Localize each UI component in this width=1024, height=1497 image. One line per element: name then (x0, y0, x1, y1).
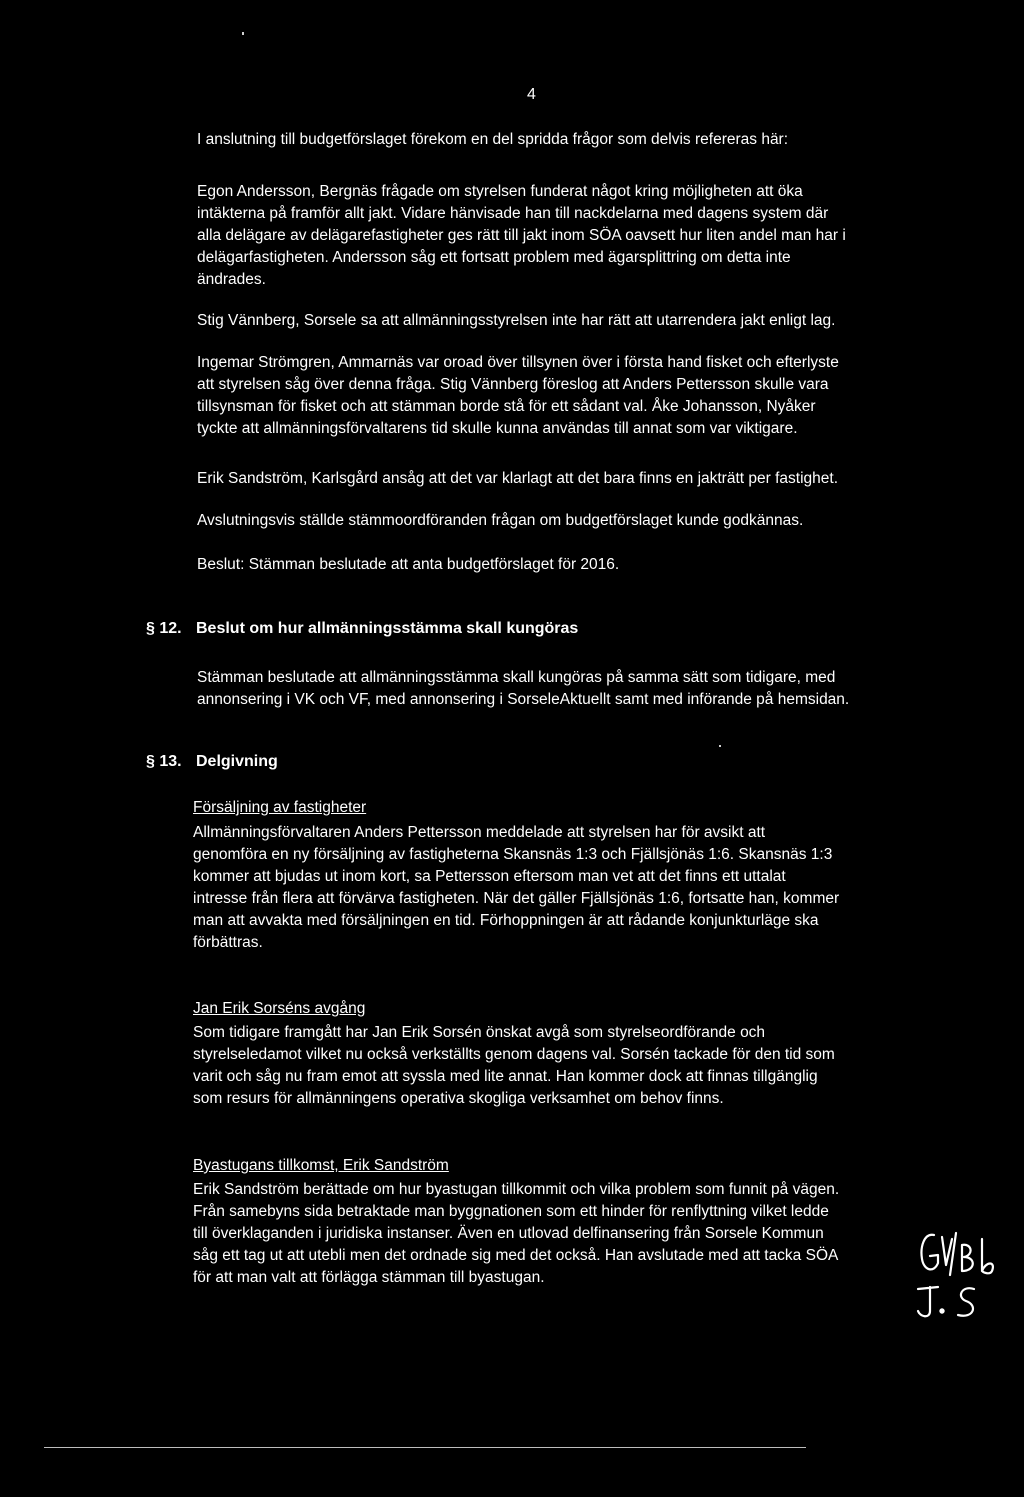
section-number: § 12. (146, 620, 182, 637)
text-line: som resurs för allmänningens operativa skogliga verksamhet om behov finns. (193, 1090, 724, 1107)
section-title: Beslut om hur allmänningsstämma skall kungöras (196, 620, 579, 637)
text-line: kommer att bjudas ut inom kort, sa Pettersson eftersom man vet att det finns ett uttalat (193, 868, 786, 885)
subsection-title-byastugan: Byastugans tillkomst, Erik Sandström (193, 1157, 449, 1174)
text-line: delägarfastigheten. Andersson såg ett fortsatt problem med ägarsplittring om detta inte (197, 249, 791, 266)
handwritten-initials-signature (912, 1225, 1004, 1335)
page-number: 4 (527, 86, 536, 103)
text-line: att styrelsen såg över denna fråga. Stig Vännberg föreslog att Anders Pettersson skulle vara (197, 376, 829, 393)
paragraph-stig-vannberg (197, 310, 917, 332)
bottom-rule (44, 1447, 806, 1448)
text-line: till överklaganden i juridiska instanser. Även en utlovad delfinansering från Sorsele Kommun (193, 1225, 824, 1242)
text-line: intäkterna på framför allt jakt. Vidare hänvisade han till nackdelarna med dagens system där (197, 205, 829, 222)
text-line: Ingemar Strömgren, Ammarnäs var oroad över tillsynen över i första hand fisket och efterlyste (197, 354, 839, 371)
subsection-title-forsaljning: Försäljning av fastigheter (193, 799, 367, 816)
section-number: § 13. (146, 753, 182, 770)
section-12-body (197, 667, 917, 711)
text-line: man att avvakta med försäljningen en tid. Förhoppningen är att rådande konjunkturläge ska (193, 912, 819, 929)
section-title: Delgivning (196, 753, 278, 770)
text-line: Avslutningsvis ställde stämmoordföranden frågan om budgetförslaget kunde godkännas. (197, 512, 804, 529)
text-line: för att man valt att förlägga stämman till byastugan. (193, 1269, 545, 1286)
text-line: styrelseledamot vilket nu också verkställts genom dagens val. Sorsén tackade för den tid som (193, 1046, 835, 1063)
text-line: Erik Sandström berättade om hur byastugan tillkommit och vilka problem som funnit på vägen. (193, 1181, 840, 1198)
paragraph-egon-andersson (197, 181, 917, 291)
text-line: förbättras. (193, 934, 263, 951)
subsection-body-jan-erik (193, 1022, 913, 1110)
text-line: Stig Vännberg, Sorsele sa att allmänningsstyrelsen inte har rätt att utarrendera jakt enligt lag. (197, 312, 836, 329)
subsection-body-forsaljning (193, 822, 913, 954)
text-line: Beslut: Stämman beslutade att anta budgetförslaget för 2016. (197, 556, 620, 573)
text-line: alla delägare av delägarefastigheter ges rätt till jakt inom SÖA oavsett hur liten andel man har i (197, 227, 846, 244)
scan-speck (719, 745, 721, 747)
paragraph-ingemar-stromgren (197, 352, 917, 440)
text-line: I anslutning till budgetförslaget förekom en del spridda frågor som delvis refereras här: (197, 131, 789, 148)
paragraph-avslutning (197, 510, 917, 532)
scan-speck (242, 32, 244, 35)
text-line: ändrades. (197, 271, 266, 288)
text-line: tillsynsman för fisket och att stämman borde stå för ett sådant val. Åke Johansson, Nyåker (197, 398, 816, 415)
paragraph-erik-sandstrom (197, 468, 917, 490)
subsection-body-byastugan (193, 1179, 913, 1289)
text-line: såg ett tag ut att utebli men det ordnade sig med det också. Han avslutade med att tacka SÖA (193, 1247, 839, 1264)
text-line: intresse från flera att förvärva fastigheten. När det gäller Fjällsjönäs 1:6, fortsatte han, kommer (193, 890, 840, 907)
section-12-heading (146, 620, 578, 638)
text-line: Egon Andersson, Bergnäs frågade om styrelsen funderat något kring möjligheten att öka (197, 183, 803, 200)
text-line: varit och såg nu fram emot att syssla med lite annat. Han kommer dock att finnas tillgänglig (193, 1068, 818, 1085)
text-line: tyckte att allmänningsförvaltarens tid skulle kunna användas till annat som var viktigare. (197, 420, 798, 437)
paragraph-intro (197, 129, 917, 151)
text-line: annonsering i VK och VF, med annonsering i SorseleAktuellt samt med införande på hemsidan. (197, 691, 850, 708)
text-line: Erik Sandström, Karlsgård ansåg att det var klarlagt att det bara finns en jakträtt per fastighet. (197, 470, 838, 487)
text-line: Som tidigare framgått har Jan Erik Sorsén önskat avgå som styrelseordförande och (193, 1024, 766, 1041)
subsection-title-jan-erik: Jan Erik Sorséns avgång (193, 1000, 366, 1017)
section-13-heading (146, 753, 278, 771)
paragraph-beslut (197, 554, 917, 576)
text-line: Från samebyns sida betraktade man byggnationen som ett hinder för renflyttning vilket ledde (193, 1203, 829, 1220)
text-line: Stämman beslutade att allmänningsstämma skall kungöras på samma sätt som tidigare, med (197, 669, 836, 686)
text-line: genomföra en ny försäljning av fastigheterna Skansnäs 1:3 och Fjällsjönäs 1:6. Skansnäs 1:3 (193, 846, 833, 863)
text-line: Allmänningsförvaltaren Anders Pettersson meddelade att styrelsen har för avsikt att (193, 824, 766, 841)
